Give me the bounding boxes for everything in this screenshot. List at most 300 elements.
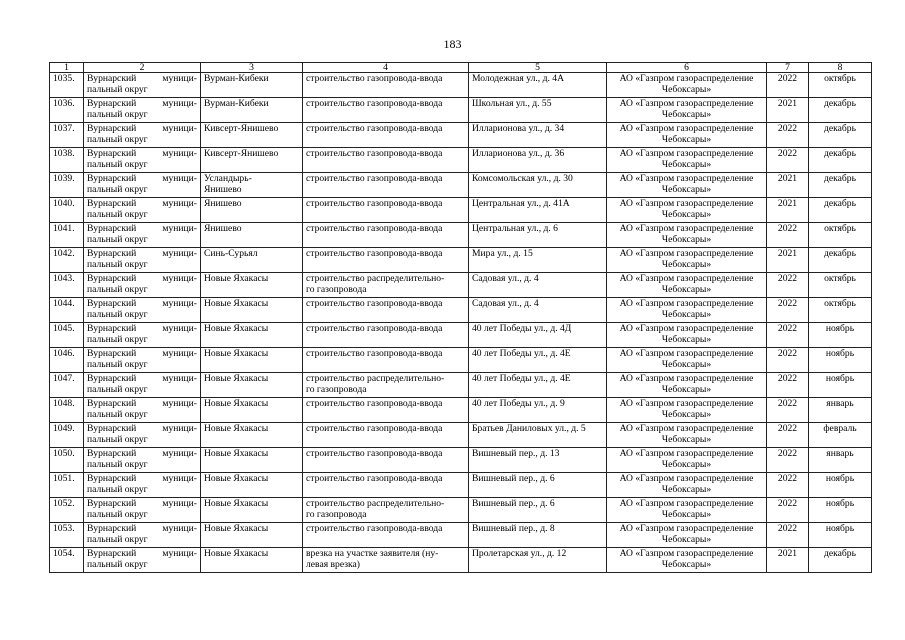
year-cell: 2022 [767,473,809,498]
organization-line-1: АО «Газпром газораспределение [619,298,754,309]
organization-cell [607,98,767,123]
organization-cell [607,348,767,373]
year-cell: 2021 [767,248,809,273]
year-cell: 2022 [767,223,809,248]
district-type-part: муници- [162,198,197,209]
district-line-1 [87,498,197,509]
settlement-line-1: Янишево [204,198,242,209]
district-line-1 [87,123,197,134]
district-cell [84,298,201,323]
work-type-line-1: строительство газопровода-ввода [306,173,443,184]
organization-cell [607,373,767,398]
organization-cell [607,148,767,173]
settlement-cell [201,298,303,323]
work-type-line-2: левая врезка) [306,559,360,571]
district-type-part: муници- [162,248,197,259]
district-name: Вурнарский [87,148,137,159]
district-type-part: муници- [162,448,197,459]
organization-line-2: Чебоксары» [661,309,712,321]
table-header [50,63,872,73]
row-number: 1051. [50,473,84,498]
organization-line-2: Чебоксары» [661,134,712,146]
settlement-line-1: Новые Яхакасы [204,548,269,559]
table-row [50,498,872,523]
address-cell: Вишневый пер., д. 6 [469,498,607,523]
district-line-2: пальный округ [87,534,148,546]
address-cell: 40 лет Победы ул., д. 4Е [469,348,607,373]
district-line-1 [87,298,197,309]
address-cell: Илларионова ул., д. 36 [469,148,607,173]
address-cell: Школьная ул., д. 55 [469,98,607,123]
organization-line-2: Чебоксары» [661,559,712,571]
settlement-line-1: Синь-Сурьял [204,248,258,259]
year-cell: 2022 [767,448,809,473]
work-type-cell [303,448,469,473]
district-type-part: муници- [162,223,197,234]
table-row [50,223,872,248]
district-line-1 [87,248,197,259]
year-cell: 2021 [767,173,809,198]
address-cell: 40 лет Победы ул., д. 4Е [469,373,607,398]
district-line-2: пальный округ [87,384,148,396]
organization-cell [607,523,767,548]
settlement-cell [201,498,303,523]
settlement-line-1: Новые Яхакасы [204,448,269,459]
settlement-cell [201,323,303,348]
district-name: Вурнарский [87,173,137,184]
district-cell [84,348,201,373]
district-cell [84,148,201,173]
year-cell: 2021 [767,98,809,123]
month-cell: декабрь [809,173,872,198]
settlement-line-1: Новые Яхакасы [204,423,269,434]
address-cell: Комсомольская ул., д. 30 [469,173,607,198]
district-line-2: пальный округ [87,284,148,296]
work-type-line-1: строительство газопровода-ввода [306,423,443,434]
year-cell: 2022 [767,298,809,323]
settlement-cell [201,423,303,448]
district-cell [84,448,201,473]
settlement-line-1: Новые Яхакасы [204,473,269,484]
address-cell: Вишневый пер., д. 13 [469,448,607,473]
district-cell [84,173,201,198]
organization-line-2: Чебоксары» [661,184,712,196]
district-line-2: пальный округ [87,559,148,571]
district-type-part: муници- [162,473,197,484]
district-type-part: муници- [162,123,197,134]
organization-line-1: АО «Газпром газораспределение [619,373,754,384]
district-cell [84,423,201,448]
settlement-line-1: Усландырь- [204,173,252,184]
table-row [50,298,872,323]
district-line-2: пальный округ [87,234,148,246]
organization-line-2: Чебоксары» [661,284,712,296]
year-cell: 2021 [767,548,809,573]
organization-cell [607,548,767,573]
district-name: Вурнарский [87,348,137,359]
organization-line-2: Чебоксары» [661,159,712,171]
work-type-line-1: строительство газопровода-ввода [306,248,443,259]
organization-line-1: АО «Газпром газораспределение [619,398,754,409]
district-line-2: пальный округ [87,309,148,321]
settlement-line-1: Вурман-Кибеки [204,98,269,109]
row-number: 1035. [50,73,84,98]
organization-line-1: АО «Газпром газораспределение [619,273,754,284]
district-name: Вурнарский [87,523,137,534]
district-type-part: муници- [162,523,197,534]
organization-line-1: АО «Газпром газораспределение [619,223,754,234]
settlement-cell [201,148,303,173]
settlement-line-1: Кивсерт-Янишево [204,148,279,159]
district-name: Вурнарский [87,398,137,409]
district-line-2: пальный округ [87,459,148,471]
address-cell: Садовая ул., д. 4 [469,298,607,323]
work-type-cell [303,323,469,348]
district-line-1 [87,173,197,184]
district-type-part: муници- [162,498,197,509]
district-type-part: муници- [162,173,197,184]
work-type-cell [303,173,469,198]
district-line-1 [87,348,197,359]
month-cell: ноябрь [809,523,872,548]
settlement-cell [201,223,303,248]
district-type-part: муници- [162,348,197,359]
district-name: Вурнарский [87,373,137,384]
district-line-2: пальный округ [87,209,148,221]
month-cell: декабрь [809,148,872,173]
table-body [50,73,872,573]
settlement-cell [201,448,303,473]
row-number: 1047. [50,373,84,398]
district-line-1 [87,323,197,334]
work-type-line-1: строительство распределительно- [306,273,445,284]
year-cell: 2022 [767,398,809,423]
district-cell [84,373,201,398]
settlement-cell [201,198,303,223]
district-line-1 [87,473,197,484]
settlement-line-1: Новые Яхакасы [204,298,269,309]
work-type-line-1: строительство распределительно- [306,498,445,509]
organization-cell [607,298,767,323]
organization-line-1: АО «Газпром газораспределение [619,73,754,84]
row-number: 1043. [50,273,84,298]
organization-line-2: Чебоксары» [661,384,712,396]
work-type-line-1: строительство газопровода-ввода [306,198,443,209]
organization-line-2: Чебоксары» [661,434,712,446]
column-header-2: 2 [84,63,201,73]
district-cell [84,273,201,298]
district-cell [84,398,201,423]
district-line-2: пальный округ [87,134,148,146]
row-number: 1046. [50,348,84,373]
organization-line-1: АО «Газпром газораспределение [619,248,754,259]
work-type-cell [303,473,469,498]
work-type-cell [303,373,469,398]
settlement-line-1: Новые Яхакасы [204,273,269,284]
year-cell: 2022 [767,498,809,523]
table-row [50,248,872,273]
settlement-line-1: Вурман-Кибеки [204,73,269,84]
row-number: 1042. [50,248,84,273]
year-cell: 2021 [767,198,809,223]
organization-cell [607,398,767,423]
table-row [50,348,872,373]
district-line-1 [87,373,197,384]
organization-line-2: Чебоксары» [661,484,712,496]
district-type-part: муници- [162,298,197,309]
address-cell: Центральная ул., д. 41А [469,198,607,223]
address-cell: Мира ул., д. 15 [469,248,607,273]
district-line-2: пальный округ [87,159,148,171]
row-number: 1040. [50,198,84,223]
table-row [50,448,872,473]
district-line-1 [87,448,197,459]
table-row [50,373,872,398]
work-type-cell [303,398,469,423]
district-type-part: муници- [162,423,197,434]
settlement-cell [201,373,303,398]
organization-line-1: АО «Газпром газораспределение [619,348,754,359]
row-number: 1036. [50,98,84,123]
district-cell [84,548,201,573]
settlement-cell [201,73,303,98]
row-number: 1048. [50,398,84,423]
district-line-1 [87,98,197,109]
district-line-2: пальный округ [87,359,148,371]
organization-line-1: АО «Газпром газораспределение [619,198,754,209]
district-line-2: пальный округ [87,109,148,121]
organization-line-1: АО «Газпром газораспределение [619,148,754,159]
work-type-line-2: го газопровода [306,284,367,296]
district-name: Вурнарский [87,473,137,484]
organization-line-2: Чебоксары» [661,359,712,371]
table-row [50,473,872,498]
district-line-1 [87,73,197,84]
year-cell: 2022 [767,123,809,148]
settlement-line-1: Новые Яхакасы [204,348,269,359]
work-type-cell [303,548,469,573]
district-type-part: муници- [162,398,197,409]
work-type-line-1: строительство газопровода-ввода [306,298,443,309]
work-type-line-1: строительство газопровода-ввода [306,98,443,109]
settlement-cell [201,548,303,573]
year-cell: 2022 [767,148,809,173]
row-number: 1045. [50,323,84,348]
district-name: Вурнарский [87,198,137,209]
organization-cell [607,323,767,348]
district-name: Вурнарский [87,498,137,509]
settlement-cell [201,98,303,123]
month-cell: декабрь [809,98,872,123]
work-type-cell [303,273,469,298]
district-name: Вурнарский [87,73,137,84]
work-type-cell [303,248,469,273]
column-header-8: 8 [809,63,872,73]
work-type-line-1: строительство газопровода-ввода [306,223,443,234]
table-row [50,323,872,348]
row-number: 1038. [50,148,84,173]
organization-cell [607,223,767,248]
district-type-part: муници- [162,323,197,334]
district-line-1 [87,273,197,284]
work-type-line-2: го газопровода [306,509,367,521]
settlement-line-2: Янишево [204,184,242,196]
table-row [50,98,872,123]
table-row [50,548,872,573]
organization-cell [607,498,767,523]
work-type-cell [303,348,469,373]
address-cell: Садовая ул., д. 4 [469,273,607,298]
settlement-line-1: Новые Яхакасы [204,323,269,334]
month-cell: январь [809,448,872,473]
district-name: Вурнарский [87,448,137,459]
address-cell: 40 лет Победы ул., д. 9 [469,398,607,423]
district-line-1 [87,548,197,559]
table-row [50,523,872,548]
district-name: Вурнарский [87,98,137,109]
work-type-line-1: строительство газопровода-ввода [306,473,443,484]
address-cell: Вишневый пер., д. 8 [469,523,607,548]
column-header-4: 4 [303,63,469,73]
organization-line-1: АО «Газпром газораспределение [619,548,754,559]
row-number: 1053. [50,523,84,548]
district-line-2: пальный округ [87,184,148,196]
work-type-line-1: строительство газопровода-ввода [306,398,443,409]
organization-line-2: Чебоксары» [661,334,712,346]
work-type-cell [303,98,469,123]
settlement-line-1: Новые Яхакасы [204,398,269,409]
address-cell: Илларионова ул., д. 34 [469,123,607,148]
organization-line-1: АО «Газпром газораспределение [619,498,754,509]
work-type-cell [303,498,469,523]
organization-cell [607,448,767,473]
settlement-cell [201,173,303,198]
district-line-1 [87,148,197,159]
work-type-line-1: строительство газопровода-ввода [306,148,443,159]
work-type-line-1: строительство газопровода-ввода [306,348,443,359]
month-cell: октябрь [809,73,872,98]
organization-line-2: Чебоксары» [661,84,712,96]
row-number: 1037. [50,123,84,148]
month-cell: январь [809,398,872,423]
work-type-cell [303,73,469,98]
address-cell: Братьев Даниловых ул., д. 5 [469,423,607,448]
month-cell: ноябрь [809,323,872,348]
district-line-2: пальный округ [87,84,148,96]
organization-cell [607,273,767,298]
row-number: 1041. [50,223,84,248]
work-type-cell [303,198,469,223]
district-line-1 [87,398,197,409]
district-name: Вурнарский [87,223,137,234]
month-cell: декабрь [809,123,872,148]
district-name: Вурнарский [87,248,137,259]
organization-line-2: Чебоксары» [661,209,712,221]
month-cell: октябрь [809,273,872,298]
district-type-part: муници- [162,548,197,559]
settlement-line-1: Янишево [204,223,242,234]
organization-line-2: Чебоксары» [661,534,712,546]
organization-line-1: АО «Газпром газораспределение [619,98,754,109]
district-name: Вурнарский [87,548,137,559]
address-cell: 40 лет Победы ул., д. 4Д [469,323,607,348]
district-cell [84,123,201,148]
settlement-line-1: Кивсерт-Янишево [204,123,279,134]
column-header-1: 1 [50,63,84,73]
work-type-line-1: строительство газопровода-ввода [306,73,443,84]
organization-line-1: АО «Газпром газораспределение [619,448,754,459]
district-cell [84,98,201,123]
settlement-cell [201,248,303,273]
district-type-part: муници- [162,73,197,84]
district-line-1 [87,523,197,534]
month-cell: февраль [809,423,872,448]
column-header-5: 5 [469,63,607,73]
organization-line-2: Чебоксары» [661,459,712,471]
work-type-cell [303,148,469,173]
organization-line-1: АО «Газпром газораспределение [619,523,754,534]
settlement-cell [201,273,303,298]
page-number: 183 [443,37,462,51]
header-row [50,63,872,73]
district-type-part: муници- [162,148,197,159]
month-cell: ноябрь [809,473,872,498]
work-type-line-1: строительство распределительно- [306,373,445,384]
district-line-2: пальный округ [87,434,148,446]
organization-cell [607,198,767,223]
work-type-line-2: го газопровода [306,384,367,396]
settlement-line-1: Новые Яхакасы [204,373,269,384]
row-number: 1049. [50,423,84,448]
organization-line-1: АО «Газпром газораспределение [619,323,754,334]
organization-line-2: Чебоксары» [661,409,712,421]
year-cell: 2022 [767,323,809,348]
address-cell: Центральная ул., д. 6 [469,223,607,248]
district-line-2: пальный округ [87,334,148,346]
district-type-part: муници- [162,98,197,109]
work-type-line-1: строительство газопровода-ввода [306,323,443,334]
year-cell: 2022 [767,273,809,298]
month-cell: декабрь [809,548,872,573]
table-row [50,148,872,173]
table-row [50,173,872,198]
table-row [50,423,872,448]
address-cell: Вишневый пер., д. 6 [469,473,607,498]
district-line-2: пальный округ [87,484,148,496]
settlement-cell [201,473,303,498]
column-header-7: 7 [767,63,809,73]
work-type-cell [303,223,469,248]
district-cell [84,223,201,248]
table-row [50,198,872,223]
district-cell [84,498,201,523]
month-cell: декабрь [809,198,872,223]
address-cell: Молодежная ул., д. 4А [469,73,607,98]
row-number: 1039. [50,173,84,198]
table-row [50,273,872,298]
month-cell: октябрь [809,223,872,248]
organization-cell [607,73,767,98]
district-cell [84,248,201,273]
work-type-cell [303,123,469,148]
column-header-6: 6 [607,63,767,73]
organization-cell [607,123,767,148]
table-row [50,73,872,98]
column-header-3: 3 [201,63,303,73]
month-cell: ноябрь [809,348,872,373]
organization-line-2: Чебоксары» [661,509,712,521]
district-name: Вурнарский [87,423,137,434]
